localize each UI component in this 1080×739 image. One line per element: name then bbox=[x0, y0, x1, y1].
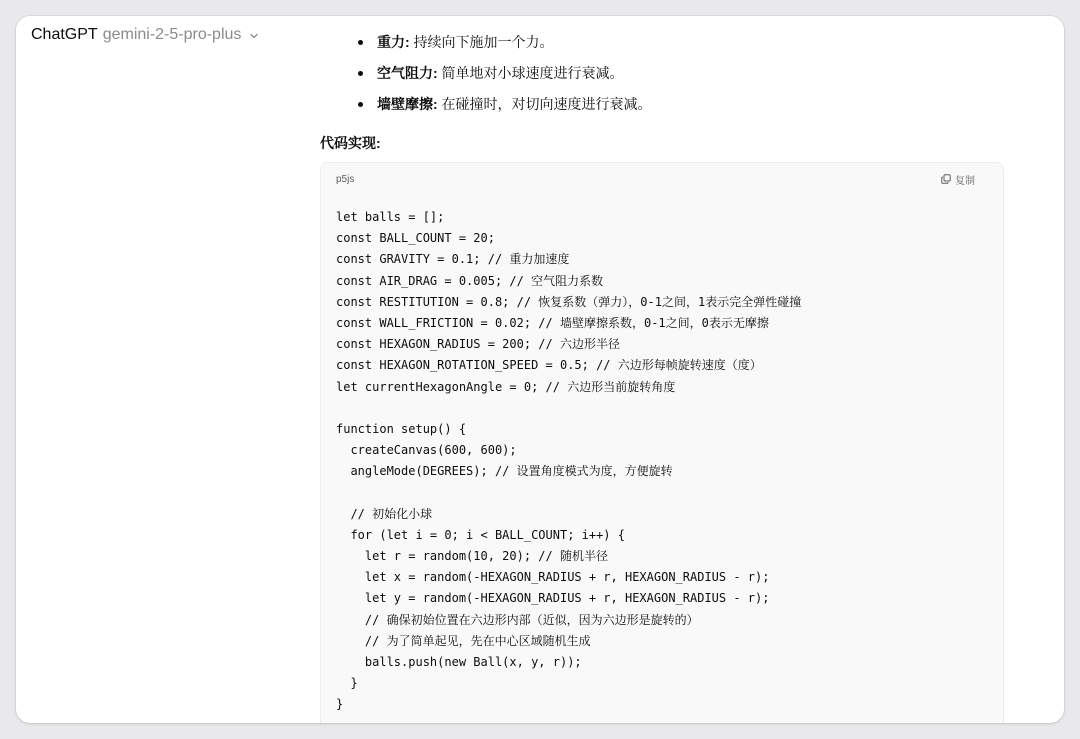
code-line: const BALL_COUNT = 20; bbox=[336, 231, 495, 246]
code-language-label: p5js bbox=[336, 173, 355, 185]
list-item bbox=[320, 61, 652, 92]
copy-button-label: 复制 bbox=[955, 175, 975, 187]
code-line: const RESTITUTION = 0.8; // 恢复系数（弹力），0-1之间，1表示完全弹性碰撞 bbox=[336, 294, 802, 309]
code-line: let balls = []; bbox=[336, 210, 445, 224]
list-item bbox=[320, 30, 652, 61]
code-line: let r = random(10, 20); // 随机半径 bbox=[336, 549, 608, 563]
code-line: const HEXAGON_ROTATION_SPEED = 0.5; // 六边形每帧旋转速度（度） bbox=[336, 358, 762, 373]
list-item-term: 重力 bbox=[377, 34, 405, 50]
bullet-dot bbox=[358, 102, 363, 107]
bullet-dot bbox=[358, 71, 363, 76]
code-line bbox=[336, 482, 988, 503]
code-line: } bbox=[336, 676, 358, 691]
code-line: angleMode(DEGREES); // 设置角度模式为度，方便旋转 bbox=[336, 464, 673, 479]
code-line: balls.push(new Ball(x, y, r)); bbox=[336, 654, 582, 669]
list-item-colon: : bbox=[433, 96, 438, 112]
code-content[interactable] bbox=[321, 195, 1003, 716]
code-line: let y = random(-HEXAGON_RADIUS + r, HEXAGON_RADIUS - r); bbox=[336, 591, 770, 606]
physics-list bbox=[320, 30, 652, 123]
code-line: for (let i = 0; i < BALL_COUNT; i++) { bbox=[336, 527, 625, 542]
list-item-colon: : bbox=[433, 65, 438, 81]
copy-icon bbox=[941, 174, 951, 184]
code-line bbox=[336, 398, 988, 419]
app-name: ChatGPT bbox=[31, 26, 98, 43]
code-line: function setup() { bbox=[336, 421, 467, 436]
code-line: let x = random(-HEXAGON_RADIUS + r, HEXAGON_RADIUS - r); bbox=[336, 570, 770, 585]
code-line: const GRAVITY = 0.1; // 重力加速度 bbox=[336, 252, 570, 267]
bullet-dot bbox=[358, 40, 363, 45]
code-line: const WALL_FRICTION = 0.02; // 墙壁摩擦系数，0-1之间，0表示无摩擦 bbox=[336, 315, 769, 330]
code-line: const HEXAGON_RADIUS = 200; // 六边形半径 bbox=[336, 337, 620, 352]
list-item-term: 墙壁摩擦 bbox=[377, 96, 433, 112]
code-line: // 为了简单起见，先在中心区域随机生成 bbox=[336, 633, 591, 648]
list-item bbox=[320, 92, 652, 123]
list-item-text: 简单地对小球速度进行衰减。 bbox=[437, 65, 624, 81]
list-item-text: 持续向下施加一个力。 bbox=[409, 34, 554, 50]
code-line: const AIR_DRAG = 0.005; // 空气阻力系数 bbox=[336, 273, 604, 288]
code-line: } bbox=[336, 697, 344, 712]
section-heading: 代码实现: bbox=[320, 135, 381, 151]
code-line: // 确保初始位置在六边形内部（近似，因为六边形是旋转的） bbox=[336, 612, 699, 627]
code-line: let currentHexagonAngle = 0; // 六边形当前旋转角度 bbox=[336, 379, 676, 394]
chat-window bbox=[16, 16, 1064, 723]
list-item-colon: : bbox=[405, 34, 410, 50]
code-header bbox=[321, 163, 1003, 195]
chevron-down-icon bbox=[248, 30, 260, 42]
code-line: createCanvas(600, 600); bbox=[336, 443, 517, 458]
code-block bbox=[320, 162, 1004, 723]
code-line: // 初始化小球 bbox=[336, 506, 433, 521]
list-item-text: 在碰撞时，对切向速度进行衰减。 bbox=[437, 96, 652, 112]
copy-button[interactable] bbox=[941, 172, 975, 187]
model-selector[interactable] bbox=[31, 26, 260, 44]
model-name: gemini-2-5-pro-plus bbox=[102, 26, 242, 43]
list-item-term: 空气阻力 bbox=[377, 65, 433, 81]
